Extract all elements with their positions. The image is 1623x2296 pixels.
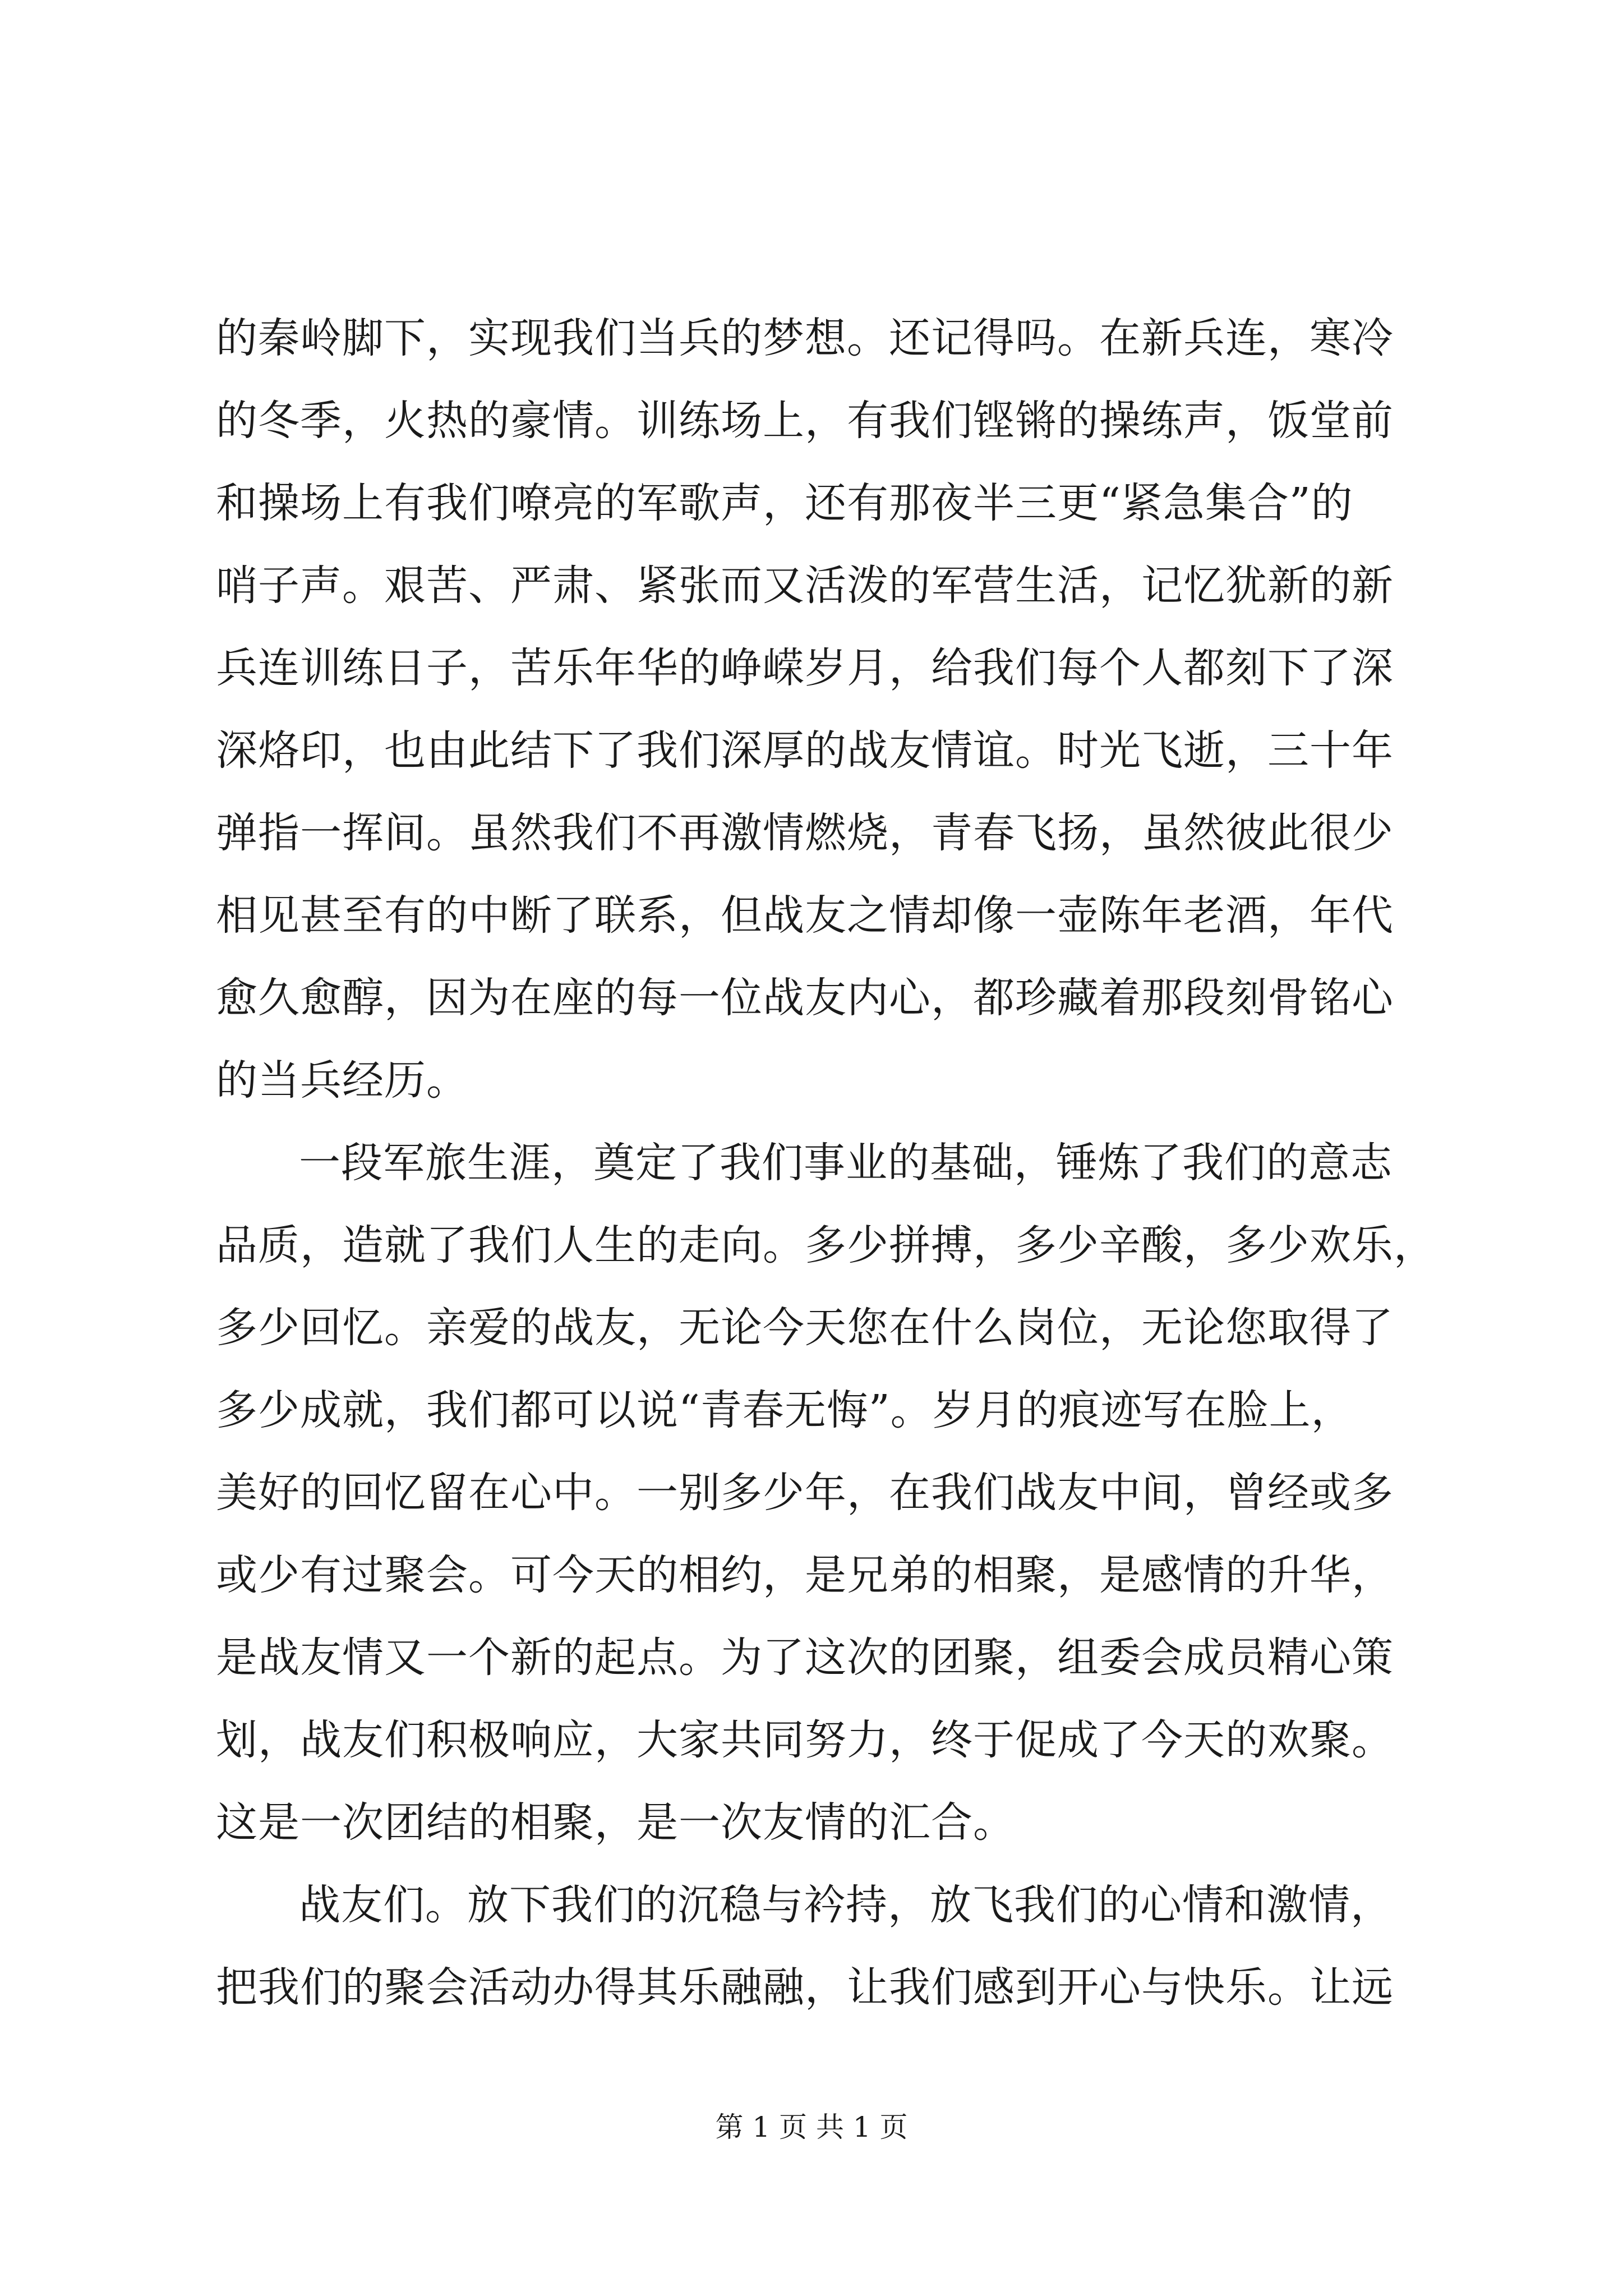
text-line: 一段军旅生涯，奠定了我们事业的基础，锤炼了我们的意志 [299, 1139, 1393, 1187]
text-line: 多少成就，我们都可以说“青春无悔”。岁月的痕迹写在脸上， [216, 1386, 1353, 1434]
text-line: 或少有过聚会。可今天的相约，是兄弟的相聚，是感情的升华， [216, 1551, 1394, 1599]
text-line: 哨子声。艰苦、严肃、紧张而又活泼的军营生活，记忆犹新的新 [216, 562, 1394, 610]
text-line: 深烙印，也由此结下了我们深厚的战友情谊。时光飞逝，三十年 [216, 726, 1394, 775]
document-body [216, 297, 1436, 2029]
text-line: 划，战友们积极响应，大家共同努力，终于促成了今天的欢聚。 [216, 1716, 1394, 1764]
text-line: 弹指一挥间。虽然我们不再激情燃烧，青春飞扬，虽然彼此很少 [216, 809, 1394, 857]
text-line: 的冬季，火热的豪情。训练场上，有我们铿锵的操练声，饭堂前 [216, 397, 1394, 445]
text-line: 的当兵经历。 [216, 1056, 468, 1105]
text-line: 和操场上有我们嘹亮的军歌声，还有那夜半三更“紧急集合”的 [216, 479, 1353, 527]
text-line: 是战友情又一个新的起点。为了这次的团聚，组委会成员精心策 [216, 1634, 1394, 1682]
text-line: 多少回忆。亲爱的战友，无论今天您在什么岗位，无论您取得了 [216, 1304, 1394, 1352]
text-line: 美好的回忆留在心中。一别多少年，在我们战友中间，曾经或多 [216, 1469, 1394, 1517]
text-line: 这是一次团结的相聚，是一次友情的汇合。 [216, 1798, 1015, 1847]
text-line: 品质，造就了我们人生的走向。多少拼搏，多少辛酸，多少欢乐， [216, 1221, 1436, 1269]
text-line: 战友们。放下我们的沉稳与衿持，放飞我们的心情和激情， [299, 1881, 1393, 1929]
text-line: 兵连训练日子，苦乐年华的峥嵘岁月，给我们每个人都刻下了深 [216, 644, 1394, 692]
text-line: 把我们的聚会活动办得其乐融融，让我们感到开心与快乐。让远 [216, 1963, 1394, 2012]
text-line: 相见甚至有的中断了联系，但战友之情却像一壶陈年老酒，年代 [216, 891, 1394, 940]
text-line: 愈久愈醇，因为在座的每一位战友内心，都珍藏着那段刻骨铭心 [216, 974, 1394, 1022]
page-footer: 第 1 页 共 1 页 [715, 2111, 908, 2143]
text-line: 的秦岭脚下，实现我们当兵的梦想。还记得吗。在新兵连，寒冷 [216, 314, 1394, 362]
